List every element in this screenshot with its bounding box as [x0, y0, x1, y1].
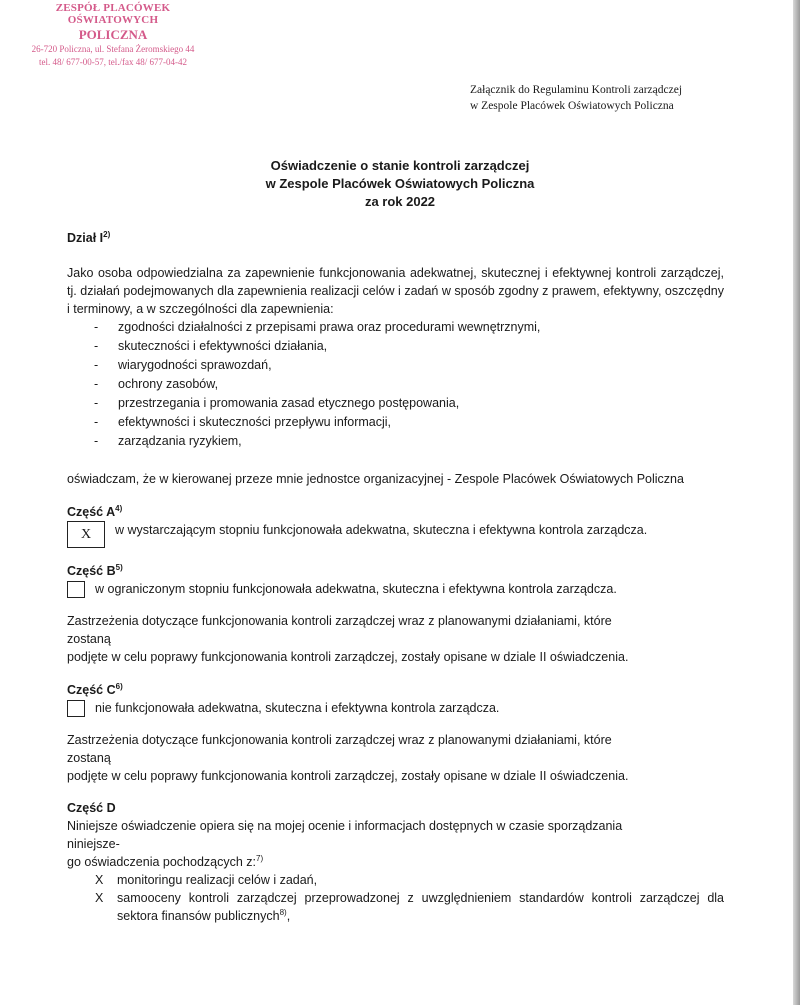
section-b-heading: Część $B^{5)}$	[67, 562, 123, 578]
annex-line-1: Załącznik do Regulaminu Kontroli zarządczej	[470, 84, 683, 96]
text-line: Niniejsze oświadczenie opiera się na mojej ocenie i informacjach dostępnych w czasie sporządzania	[67, 819, 623, 833]
section-c-heading: Część $C^{6)}$	[67, 681, 123, 697]
list-item: - ochrony zasobów,	[94, 377, 219, 391]
list-item: - efektywności i skuteczności przepływu informacji,	[94, 415, 392, 429]
stamp-line-1: ZESPÓŁ PLACÓWEK OŚWIATOWYCH	[55, 2, 171, 27]
section-d-heading: Część D	[67, 801, 116, 815]
footnote-ref: 4)	[115, 503, 123, 513]
title-line-3: za rok 2022	[364, 194, 436, 209]
option-b-checkbox[interactable]	[67, 581, 85, 598]
note-line: zostaną	[67, 632, 111, 646]
section-c-note	[67, 731, 724, 785]
section-a-heading: Część $A^{4)}$	[67, 503, 123, 519]
footnote-ref: 6)	[115, 681, 123, 691]
option-a-text: w wystarczającym stopniu funkcjonowała adekwatna, skuteczna i efektywna kontrola zarządcza.	[115, 523, 648, 537]
footnote-ref: 8)	[279, 907, 287, 917]
note-line: podjęte w celu poprawy funkcjonowania kontroli zarządczej, zostały opisane w dziale II oświadczenia.	[67, 769, 629, 783]
footnote-ref: 7)	[256, 853, 264, 863]
note-line: Zastrzeżenia dotyczące funkcjonowania kontroli zarządczej wraz z planowanymi działaniami, które	[67, 733, 612, 747]
annex-line-2: w Zespole Placówek Oświatowych Policzna	[470, 100, 674, 112]
section-dzial-1-heading: Dział $I^{2)}$	[67, 229, 111, 245]
section-d-text	[67, 817, 724, 871]
annex-note	[470, 82, 770, 114]
list-item: - zarządzania ryzykiem,	[94, 434, 242, 448]
x-mark: X	[95, 891, 104, 905]
option-b-row	[67, 580, 724, 598]
declaration-text: oświadczam, że w kierowanej przeze mnie jednostce organizacyjnej - Zespole Placówek Oświatowych Policzna	[67, 472, 684, 486]
section-b-note	[67, 612, 724, 666]
x-mark: X	[95, 873, 104, 887]
list-item: - skuteczności i efektywności działania,	[94, 339, 328, 353]
stamp-address: 26-720 Policzna, ul. Stefana Żeromskiego 44	[31, 44, 195, 55]
option-c-checkbox[interactable]	[67, 700, 85, 717]
control-goals-list	[67, 318, 724, 451]
option-a-checkbox[interactable]: X	[67, 521, 105, 548]
option-b-text: w ograniczonym stopniu funkcjonowała adekwatna, skuteczna i efektywna kontrola zarządcza.	[95, 582, 617, 596]
institution-stamp	[18, 2, 208, 68]
note-line: Zastrzeżenia dotyczące funkcjonowania kontroli zarządczej wraz z planowanymi działaniami, które	[67, 614, 612, 628]
document-title	[0, 157, 800, 211]
list-item: - zgodności działalności z przepisami prawa oraz procedurami wewnętrznymi,	[94, 320, 541, 334]
text-line: niniejsze-	[67, 837, 120, 851]
list-item: X monitoringu realizacji celów i zadań,	[95, 873, 318, 887]
page-edge-shadow	[793, 0, 800, 1005]
stamp-line-2: POLICZNA	[78, 27, 148, 43]
title-line-1: Oświadczenie o stanie kontroli zarządczej	[270, 158, 530, 173]
title-line-2: w Zespole Placówek Oświatowych Policzna	[265, 176, 535, 191]
list-item: - przestrzegania i promowania zasad etycznego postępowania,	[94, 396, 460, 410]
note-line: podjęte w celu poprawy funkcjonowania kontroli zarządczej, zostały opisane w dziale II oświadczenia.	[67, 650, 629, 664]
dzial-1-intro: Jako osoba odpowiedzialna za zapewnienie funkcjonowania adekwatnej, skutecznej i efektywnej kontroli zarządczej, tj. działań podejmowanych dla zapewnienia realizacji celów i zadań w sposób zgodny z prawem, efektywny, oszczędny i terminowy, a w szczególności dla zapewnienia:	[67, 266, 724, 316]
footnote-ref: 2)	[103, 229, 111, 239]
sources-list	[67, 871, 724, 925]
stamp-phone: tel. 48/ 677-00-57, tel./fax 48/ 677-04-42	[39, 57, 187, 68]
list-item: X samooceny kontroli zarządczej przeprowadzonej z uwzględnieniem standardów kontroli zarządczej dla sektora finansów publicznych$^{8)}$,	[95, 891, 724, 923]
text-line: go oświadczenia pochodzących z:$^{7)}$	[67, 853, 264, 869]
option-c-text: nie funkcjonowała adekwatna, skuteczna i efektywna kontrola zarządcza.	[95, 701, 500, 715]
option-a-row	[67, 521, 724, 548]
note-line: zostaną	[67, 751, 111, 765]
option-c-row	[67, 699, 724, 717]
footnote-ref: 5)	[115, 562, 123, 572]
document-body	[67, 229, 724, 925]
list-item: - wiarygodności sprawozdań,	[94, 358, 272, 372]
